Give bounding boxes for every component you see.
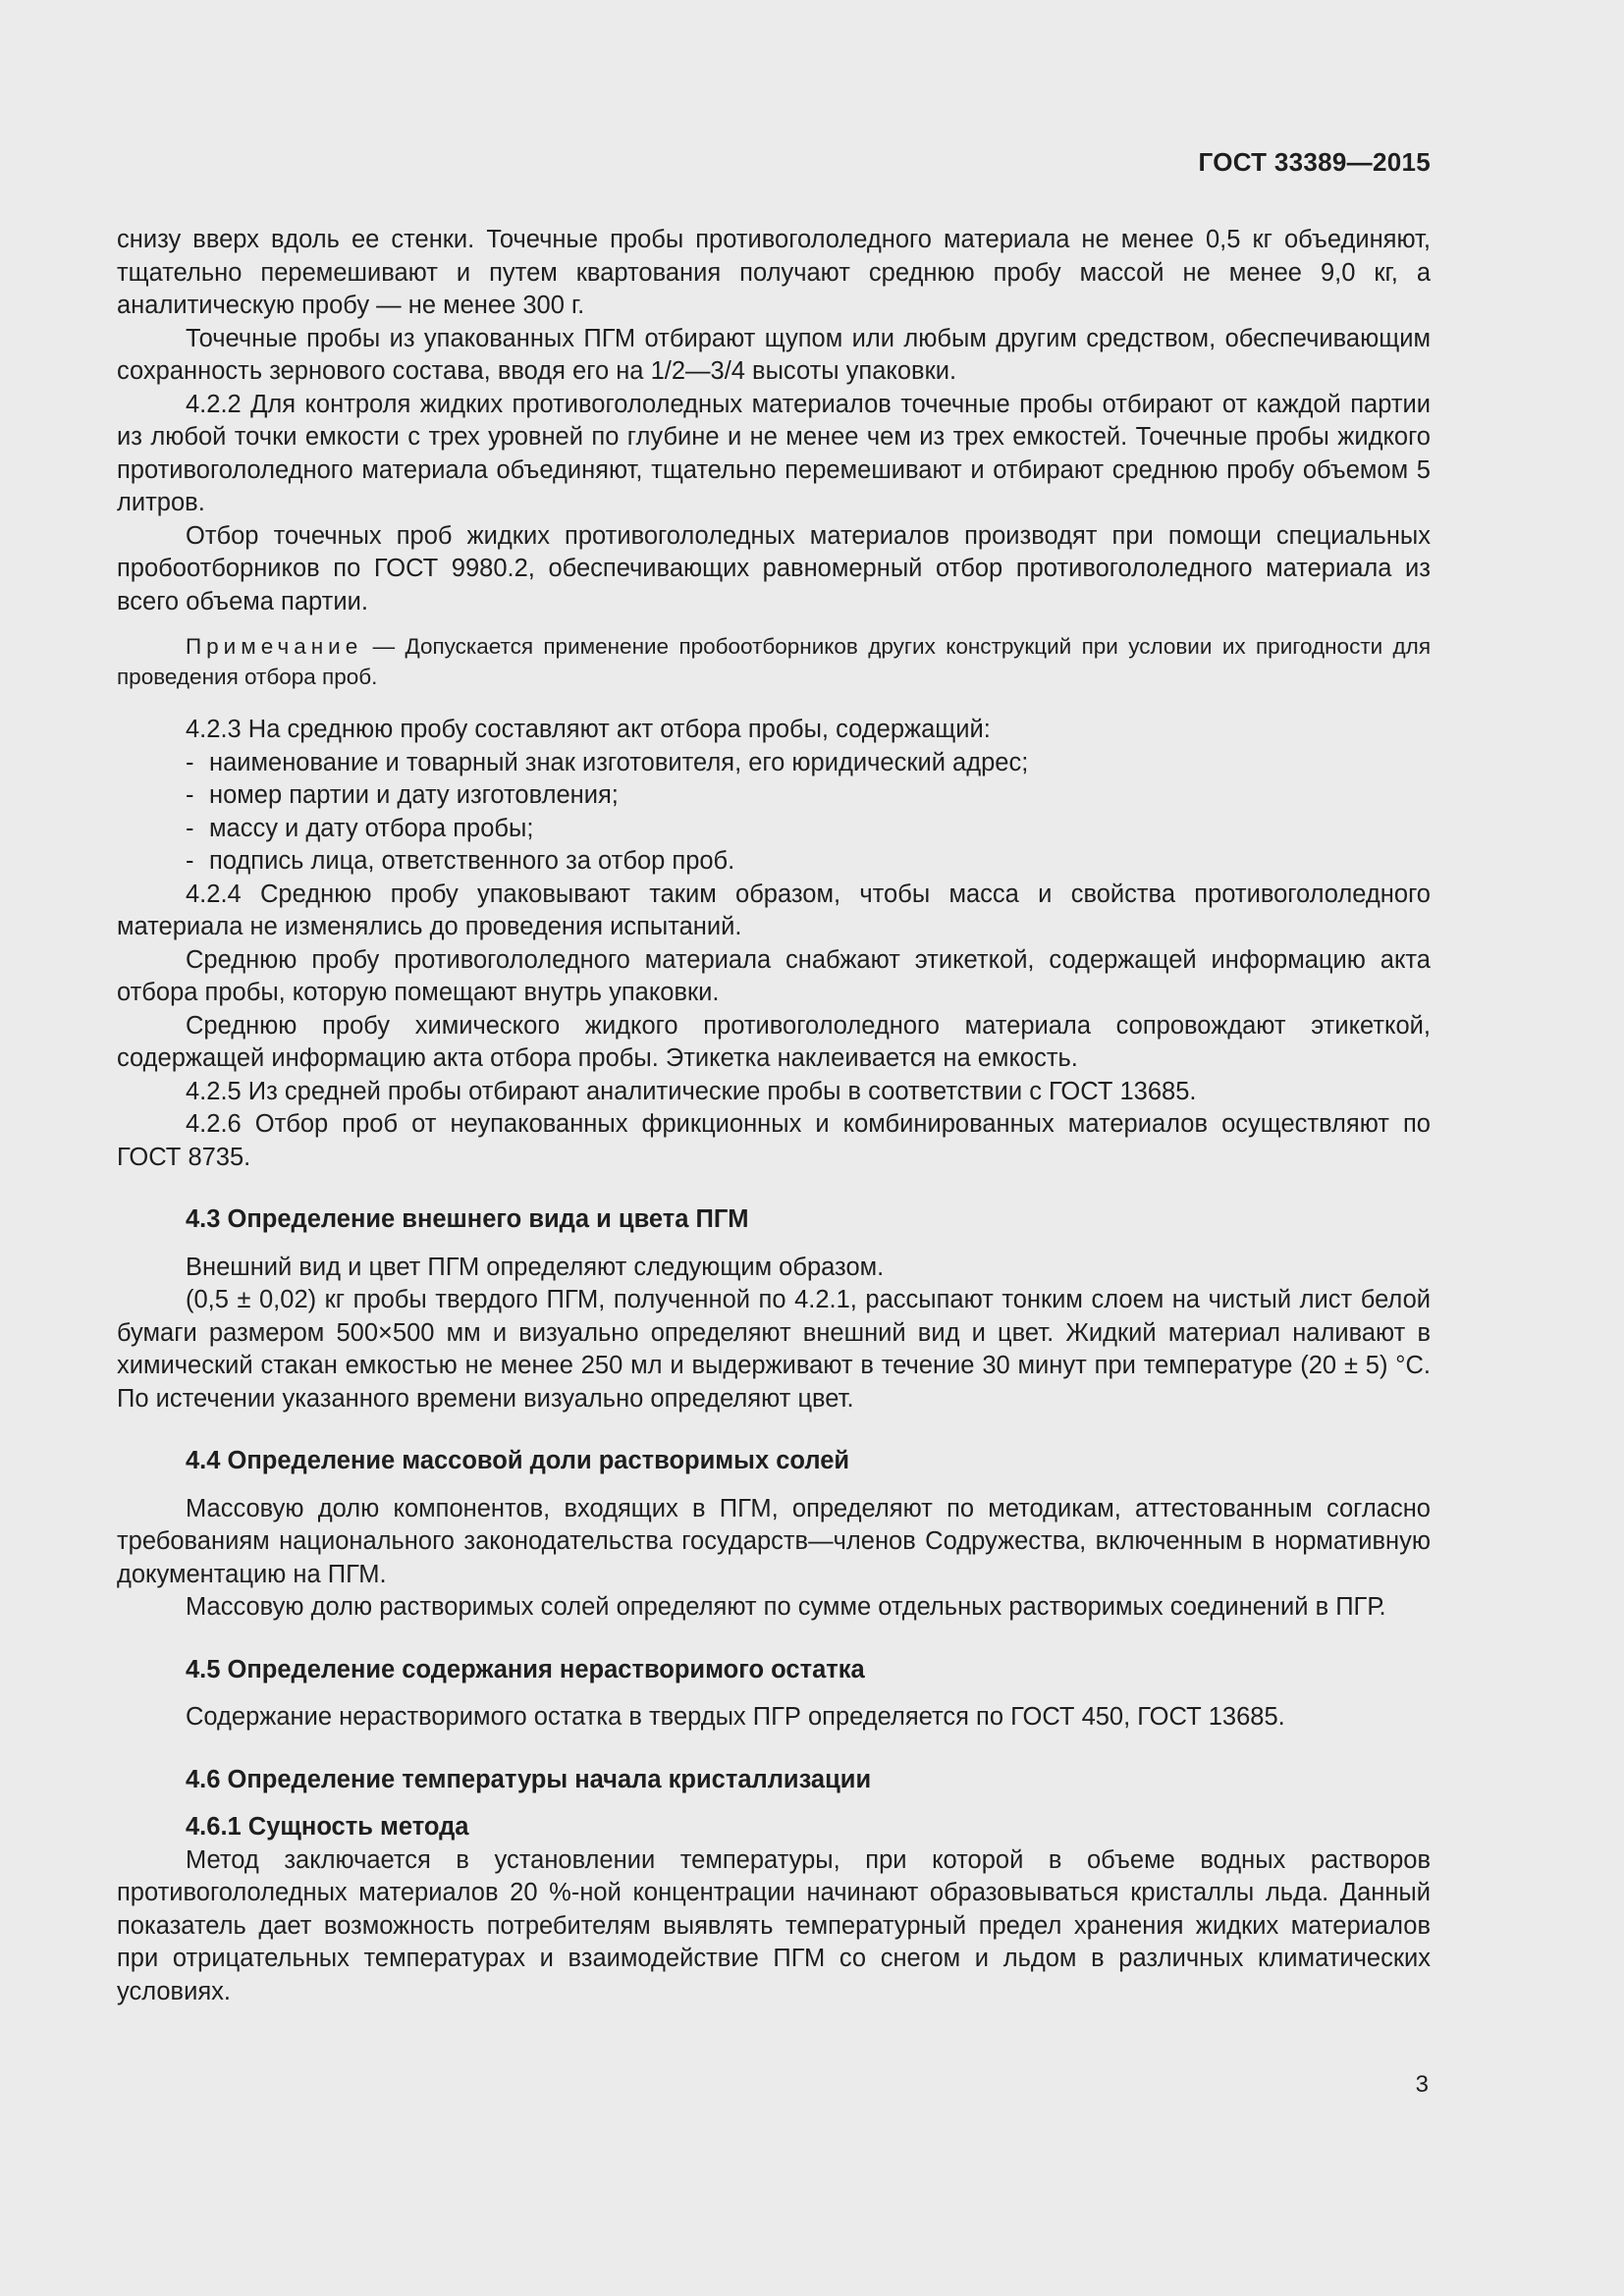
section-heading: 4.6 Определение температуры начала кристаллизации: [186, 1765, 872, 1793]
note-text: — Допускается применение пробоотборников других конструкций при условии их пригодности для проведения отбора проб.: [117, 634, 1431, 689]
note-label: Примечание: [186, 634, 363, 659]
paragraph: Среднюю пробу противогололедного материала снабжают этикеткой, содержащей информацию акта отбора пробы, которую помещают внутрь упаковки.: [117, 945, 1431, 1006]
paragraph: Точечные пробы из упакованных ПГМ отбирают щупом или любым другим средством, обеспечивающим сохранность зернового состава, вводя его на 1/2—3/4 высоты упаковки.: [117, 324, 1431, 385]
document-body: [117, 224, 1431, 2008]
list-item: [117, 747, 1431, 780]
section-heading: 4.5 Определение содержания нерастворимого остатка: [186, 1655, 865, 1683]
paragraph: Содержание нерастворимого остатка в твердых ПГР определяется по ГОСТ 450, ГОСТ 13685.: [186, 1703, 1285, 1731]
paragraph: 4.2.6 Отбор проб от неупакованных фрикционных и комбинированных материалов осуществляют по ГОСТ 8735.: [117, 1110, 1431, 1171]
paragraph: 4.2.2 Для контроля жидких противогололедных материалов точечные пробы отбирают от каждой партии из любой точки емкости с трех уровней по глубине и не менее чем из трех емкостей. Точечные пробы жидкого противогололедного материала объединяют, тщательно перемешивают и отбирают среднюю пробу объемом 5 литров.: [117, 390, 1431, 516]
list-dash: -: [186, 847, 194, 875]
list-item-text: подпись лица, ответственного за отбор проб.: [209, 847, 735, 875]
list-dash: -: [186, 814, 194, 842]
paragraph: Массовую долю компонентов, входящих в ПГМ, определяют по методикам, аттестованным согласно требованиям национального законодательства государств—членов Содружества, включенным в нормативную документацию на ПГМ.: [117, 1494, 1431, 1588]
paragraph: Метод заключается в установлении температуры, при которой в объеме водных растворов противогололедных материалов 20 %-ной концентрации начинают образовываться кристаллы льда. Данный показатель дает возможность потребителям выявлять температурный предел хранения жидких материалов при отрицательных температурах и взаимодействие ПГМ со снегом и льдом в различных климатических условиях.: [117, 1845, 1431, 2005]
list-item: [117, 845, 1431, 879]
page-number: 3: [1415, 2071, 1429, 2098]
paragraph: 4.2.5 Из средней пробы отбирают аналитические пробы в соответствии с ГОСТ 13685.: [186, 1077, 1197, 1105]
paragraph: Среднюю пробу химического жидкого противогололедного материала сопровождают этикеткой, содержащей информацию акта отбора пробы. Этикетка наклеивается на емкость.: [117, 1011, 1431, 1072]
list-item: [117, 779, 1431, 813]
section-heading: 4.3 Определение внешнего вида и цвета ПГМ: [186, 1205, 749, 1233]
paragraph: снизу вверх вдоль ее стенки. Точечные пробы противогололедного материала не менее 0,5 кг объединяют, тщательно перемешивают и путем квартования получают среднюю пробу массой не менее 9,0 кг, а аналитическую пробу — не менее 300 г.: [117, 226, 1431, 319]
paragraph: Внешний вид и цвет ПГМ определяют следующим образом.: [186, 1253, 885, 1281]
list-dash: -: [186, 781, 194, 809]
list-item-text: номер партии и дату изготовления;: [209, 781, 619, 809]
paragraph: 4.2.4 Среднюю пробу упаковывают таким образом, чтобы масса и свойства противогололедного материала не изменялись до проведения испытаний.: [117, 880, 1431, 940]
subsection-heading: 4.6.1 Сущность метода: [186, 1813, 469, 1841]
list-item-text: массу и дату отбора пробы;: [209, 814, 534, 842]
list-item: [117, 813, 1431, 846]
list-item-text: наименование и товарный знак изготовителя, его юридический адрес;: [209, 748, 1029, 776]
paragraph: 4.2.3 На среднюю пробу составляют акт отбора пробы, содержащий:: [186, 716, 991, 743]
paragraph: Массовую долю растворимых солей определяют по сумме отдельных растворимых соединений в ПГР.: [186, 1593, 1386, 1621]
paragraph: (0,5 ± 0,02) кг пробы твердого ПГМ, полученной по 4.2.1, рассыпают тонким слоем на чистый лист белой бумаги размером 500×500 мм и визуально определяют внешний вид и цвет. Жидкий материал наливают в химический стакан емкостью не менее 250 мл и выдерживают в течение 30 минут при температуре (20 ± 5) °С. По истечении указанного времени визуально определяют цвет.: [117, 1286, 1431, 1413]
section-heading: 4.4 Определение массовой доли растворимых солей: [186, 1447, 850, 1474]
note: [117, 631, 1431, 692]
document-code: ГОСТ 33389—2015: [1198, 147, 1431, 177]
list-dash: -: [186, 748, 194, 776]
paragraph: Отбор точечных проб жидких противогололедных материалов производят при помощи специальных пробоотборников по ГОСТ 9980.2, обеспечивающих равномерный отбор противогололедного материала из всего объема партии.: [117, 521, 1431, 615]
